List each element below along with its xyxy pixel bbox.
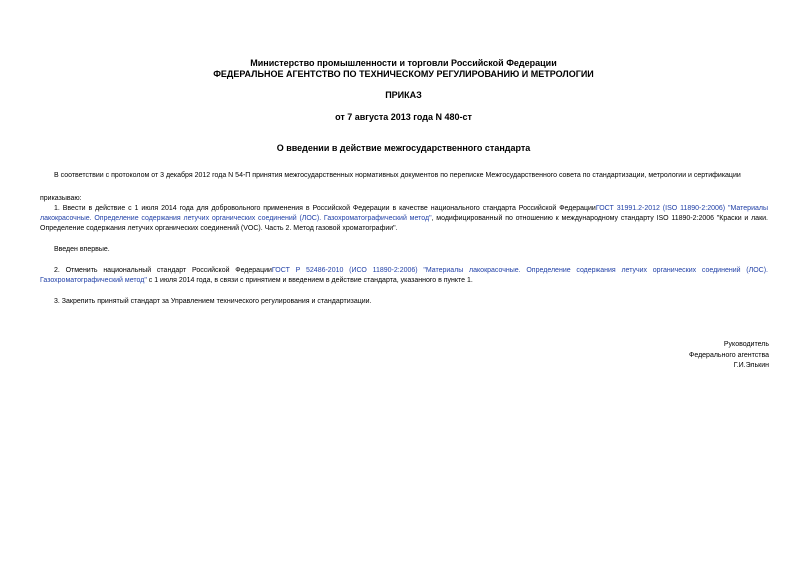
item-2-text: 2. Отменить национальный стандарт Российской Федерации [54, 267, 272, 274]
intro-paragraph: В соответствии с протоколом от 3 декабря 2012 года N 54-П принятия межгосударственных нормативных документов по переписке Межгосударственного совета по стандартизации, метрологии и сертификации [54, 172, 741, 179]
item-2-continuation: с 1 июля 2014 года, в связи с принятием и введением в действие стандарта, указанного в пункте 1. [146, 277, 473, 284]
document-type: ПРИКАЗ [385, 90, 422, 100]
item-3-paragraph: 3. Закрепить принятый стандарт за Управлением технического регулирования и стандартизации. [54, 298, 372, 305]
signer-name: Г.И.Элькин [733, 362, 769, 369]
item-1-continuation: , модифицированный по отношению к международному стандарту ISO 11890-2:2006 "Краски и лаки. Определение содержания летучих органических соединений (VOC). Часть 2. Метод газовой хроматографии". [40, 215, 768, 232]
signer-agency: Федерального агентства [689, 351, 769, 359]
order-word: приказываю: [40, 195, 82, 202]
introduced-first-note: Введен впервые. [54, 246, 110, 253]
agency-name: ФЕДЕРАЛЬНОЕ АГЕНТСТВО ПО ТЕХНИЧЕСКОМУ РЕГУЛИРОВАНИЮ И МЕТРОЛОГИИ [213, 69, 594, 79]
ministry-name: Министерство промышленности и торговли Российской Федерации [250, 58, 557, 68]
gost-31991-link[interactable]: ГОСТ 31991.2-2012 (ISO 11890-2:2006) "Материалы лакокрасочные. Определение содержания летучих органических соединений (ЛОС). Газохроматографический метод" [40, 205, 768, 222]
item-1-paragraph [40, 204, 768, 234]
item-2-paragraph [40, 266, 768, 286]
item-1-text: 1. Ввести в действие с 1 июля 2014 года для добровольного применения в Российской Федерации в качестве национального стандарта Российской Федерации [54, 205, 596, 212]
document-title: О введении в действие межгосударственного стандарта [276, 143, 531, 153]
signer-position: Руководитель [723, 341, 769, 348]
signature-block [689, 340, 769, 372]
gost-r-52486-link[interactable]: ГОСТ Р 52486-2010 (ИСО 11890-2:2006) "Материалы лакокрасочные. Определение содержания летучих органических соединений (ЛОС). Газохроматографический метод" [40, 267, 768, 284]
document-date-number: от 7 августа 2013 года N 480-ст [335, 112, 472, 122]
